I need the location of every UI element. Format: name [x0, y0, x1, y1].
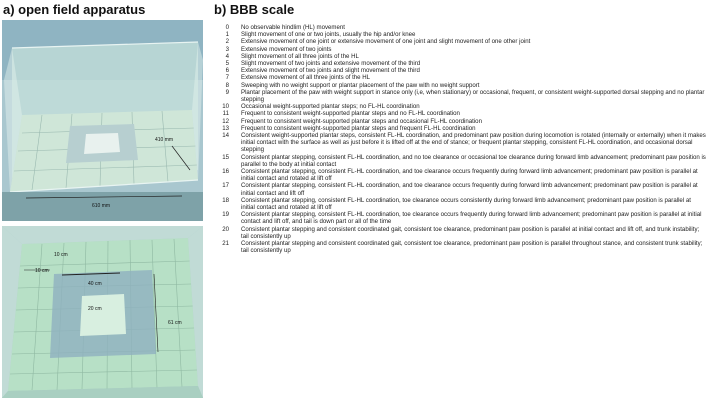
bbb-score: 5 [225, 60, 229, 68]
bbb-description: Consistent weight-supported plantar steps, consistent FL-HL coordination, and predominant paw position during locomotion is rotated (internally or externally) when it makes initial contact with the surface as well as just before it is lifted off at the end of stance; or frequent plantar stepping, consistent FL-HL coordination, and occasional dorsal stepping [241, 132, 706, 154]
bbb-row [212, 240, 706, 254]
bbb-score: 21 [222, 240, 229, 248]
bbb-score: 6 [225, 67, 229, 75]
bbb-score: 14 [222, 132, 229, 140]
bbb-score: 16 [222, 168, 229, 176]
bbb-description: Slight movement of one or two joints, usually the hip and/or knee [241, 31, 416, 39]
label-10cm-upper: 10 cm [54, 252, 68, 258]
bbb-score: 15 [222, 153, 229, 161]
bbb-description: Consistent plantar stepping, consistent FL-HL coordination, and no toe clearance or occasional toe clearance during forward limb advancement; predominant paw position is parallel to the body at initial contact [241, 153, 706, 168]
bbb-score: 8 [225, 81, 229, 89]
bbb-row [212, 74, 706, 81]
bbb-description: Frequent to consistent weight-supported plantar steps and frequent FL-HL coordination [241, 124, 476, 132]
bbb-score: 13 [222, 124, 229, 132]
bbb-score: 12 [222, 117, 229, 125]
bbb-description: Extensive movement of one joint or extensive movement of one joint and slight movement of one other joint [241, 38, 531, 46]
bbb-description: Occasional weight-supported plantar steps; no FL-HL coordination [241, 103, 420, 111]
apparatus-illustration-top [2, 20, 203, 221]
apparatus-photo-top [2, 20, 203, 221]
width-label: 610 mm [92, 203, 111, 209]
bbb-description: Extensive movement of two joints [241, 45, 332, 53]
label-40cm: 40 cm [88, 281, 102, 287]
label-10cm-lower: 10 cm [35, 268, 49, 274]
bbb-description: Slight movement of two joints and extensive movement of the third [241, 60, 421, 68]
label-61cm: 61 cm [168, 320, 182, 326]
bbb-score: 0 [225, 24, 229, 31]
bbb-score: 11 [222, 110, 229, 118]
bbb-row [212, 67, 706, 74]
bbb-description: Consistent plantar stepping and consistent coordinated gait, consistent toe clearance, predominant paw position is parallel at initial contact and lift off, and trunk instability; tail consistently up [241, 225, 700, 240]
bbb-description: Consistent plantar stepping, consistent FL-HL coordination, toe clearance occurs consistently during forward limb advancement; predominant paw position is parallel at initial contact and rotated at lift off [241, 196, 691, 212]
bbb-description: Consistent plantar stepping, consistent FL-HL coordination, and toe clearance occurs frequently during forward limb advancement; predominant paw position is parallel at initial contact and lift off [241, 182, 698, 197]
bbb-score: 18 [222, 196, 229, 204]
bbb-row [212, 197, 706, 211]
bbb-score: 17 [222, 182, 229, 190]
bbb-description: Consistent plantar stepping, consistent FL-HL coordination, toe clearance occurs frequently during forward limb advancement; predominant paw position is parallel at initial contact and lift off, and tail is down part or all of the time [241, 211, 702, 226]
bbb-row [212, 226, 706, 240]
bbb-row [212, 125, 706, 132]
bbb-score: 20 [222, 225, 229, 233]
bbb-score: 7 [225, 74, 229, 82]
bbb-row [212, 82, 706, 89]
bbb-row [212, 118, 706, 125]
bbb-row [212, 24, 706, 31]
bbb-description: Plantar placement of the paw with weight support in stance only (i,e, when stationary) or occasional, frequent, or consistent weight-supported dorsal stepping and no plantar stepping [241, 88, 705, 104]
bbb-row [212, 154, 706, 168]
bbb-score: 10 [222, 103, 229, 111]
bbb-description: Sweeping with no weight support or plantar placement of the paw with no weight support [241, 81, 480, 89]
bbb-row [212, 53, 706, 60]
bbb-row [212, 182, 706, 196]
bbb-row [212, 110, 706, 117]
bbb-description: Consistent plantar stepping and consistent coordinated gait, consistent toe clearance, predominant paw position is parallel throughout stance, and consistent trunk stability; tail consistently up [241, 240, 703, 255]
bbb-description: Frequent to consistent weight-supported plantar steps and occasional FL-HL coordination [241, 117, 482, 125]
bbb-description: Frequent to consistent weight-supported plantar steps and no FL-HL coordination [241, 110, 460, 118]
apparatus-photo-bottom [2, 226, 203, 398]
bbb-description: No observable hindlim (HL) movement [241, 24, 345, 31]
bbb-score: 4 [225, 52, 229, 60]
bbb-row [212, 89, 706, 103]
bbb-description: Extensive movement of all three joints of the HL [241, 74, 371, 82]
bbb-score: 2 [225, 38, 229, 46]
panel-a-title: a) open field apparatus [3, 2, 146, 17]
panel-b-title: b) BBB scale [214, 2, 295, 17]
bbb-description: Consistent plantar stepping, consistent FL-HL coordination, and toe clearance occurs frequently during forward limb advancement; predominant paw position is parallel at initial contact and rotated at lift off [241, 168, 698, 183]
bbb-row [212, 60, 706, 67]
bbb-description: Slight movement of all three joints of the HL [241, 52, 359, 60]
depth-label: 410 mm [155, 137, 174, 143]
bbb-score: 19 [222, 211, 229, 219]
bbb-score: 9 [225, 88, 229, 96]
bbb-score: 1 [225, 31, 229, 39]
apparatus-illustration-bottom [2, 226, 203, 398]
bbb-row [212, 46, 706, 53]
label-20cm: 20 cm [88, 306, 102, 312]
bbb-row [212, 168, 706, 182]
bbb-description: Extensive movement of two joints and slight movement of the third [241, 67, 420, 75]
bbb-score: 3 [225, 45, 229, 53]
bbb-row [212, 211, 706, 225]
bbb-row [212, 38, 706, 45]
bbb-row [212, 103, 706, 110]
bbb-row [212, 31, 706, 38]
bbb-row [212, 132, 706, 154]
bbb-scale-list [212, 24, 706, 255]
